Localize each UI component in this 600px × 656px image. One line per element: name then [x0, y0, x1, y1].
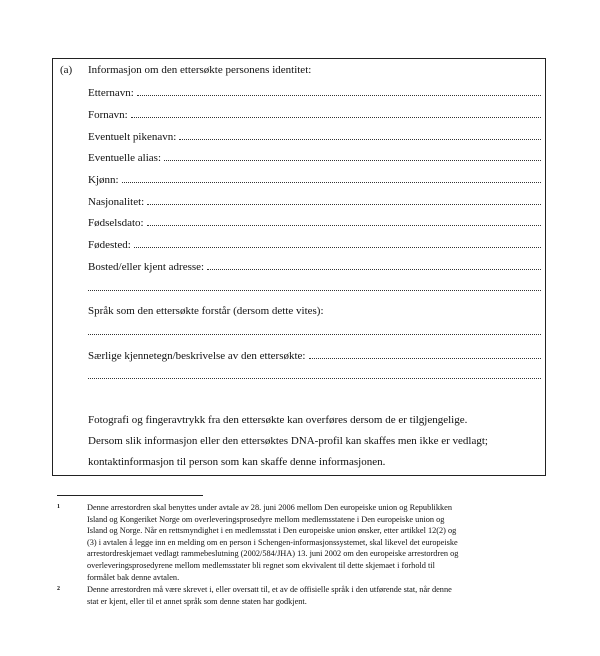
footnote-separator — [57, 495, 203, 496]
footnote-1 — [57, 502, 543, 583]
date-of-birth-input-line[interactable] — [147, 216, 541, 226]
address-input-line-2[interactable] — [88, 289, 541, 291]
maiden-name-input-line[interactable] — [179, 130, 541, 140]
sex-field[interactable] — [88, 173, 541, 187]
address-field[interactable] — [88, 260, 541, 274]
surname-label: Etternavn: — [88, 87, 134, 99]
dna-profile-note: Dersom slik informasjon eller den ettersøktes DNA-profil kan skaffes men ikke er vedlagt; — [88, 435, 488, 447]
nationality-field[interactable] — [88, 195, 541, 209]
nationality-label: Nasjonalitet: — [88, 196, 145, 208]
footnote-2 — [57, 584, 543, 607]
footnote-1-line: Island og Norge. Når en rettsmyndighet i en medlemsstat i Den europeiske union ønsker, etter artikkel 12(2) og — [87, 526, 457, 536]
section-letter: (a) — [60, 64, 73, 76]
language-input-line[interactable] — [88, 333, 541, 335]
first-name-field[interactable] — [88, 108, 541, 122]
photo-fingerprint-note: Fotografi og fingeravtrykk fra den ettersøkte kan overføres dersom de er tilgjengelige. — [88, 414, 468, 426]
place-of-birth-label: Fødested: — [88, 239, 131, 251]
alias-input-line[interactable] — [164, 151, 541, 161]
place-of-birth-input-line[interactable] — [134, 238, 541, 248]
nationality-input-line[interactable] — [147, 195, 541, 205]
distinguishing-marks-label: Særlige kjennetegn/beskrivelse av den ettersøkte: — [88, 350, 306, 362]
date-of-birth-label: Fødselsdato: — [88, 217, 144, 229]
contact-info-note: kontaktinformasjon til person som kan skaffe denne informasjonen. — [88, 456, 386, 468]
surname-input-line[interactable] — [137, 86, 541, 96]
distinguishing-marks-input-line-2[interactable] — [88, 377, 541, 379]
distinguishing-marks-input-line[interactable] — [309, 349, 542, 359]
surname-field[interactable] — [88, 86, 541, 100]
maiden-name-field[interactable] — [88, 130, 541, 144]
place-of-birth-field[interactable] — [88, 238, 541, 252]
sex-label: Kjønn: — [88, 174, 119, 186]
section-title: Informasjon om den ettersøkte personens identitet: — [88, 64, 312, 76]
distinguishing-marks-field[interactable] — [88, 349, 541, 363]
footnote-2-line: Denne arrestordren må være skrevet i, eller oversatt til, et av de offisielle språk i den utførende stat, når denne — [87, 585, 452, 594]
language-label: Språk som den ettersøkte forstår (dersom dette vites): — [88, 305, 324, 317]
sex-input-line[interactable] — [122, 173, 541, 183]
first-name-input-line[interactable] — [131, 108, 541, 118]
maiden-name-label: Eventuelt pikenavn: — [88, 131, 177, 143]
footnote-1-line: formålet bak denne avtalen. — [87, 572, 180, 582]
footnote-1-line: arrestordreskjemaet vedlagt rammebeslutning (2002/584/JHA) 13. juni 2002 om den europeiske arrestordren og — [87, 549, 459, 559]
footnote-1-line: overleveringsprosedyrene mellom medlemsstater bli regnet som ekvivalent til dette skjemaet i forhold til — [87, 560, 435, 570]
date-of-birth-field[interactable] — [88, 216, 541, 230]
first-name-label: Fornavn: — [88, 109, 128, 121]
footnote-1-line: (3) i avtalen å legge inn en melding om en person i Schengen-informasjonssystemet, skal likevel det europeiske — [87, 537, 458, 547]
footnote-2-number: 2 — [57, 586, 60, 592]
address-label: Bosted/eller kjent adresse: — [88, 261, 205, 273]
footnote-2-line: stat er kjent, eller til et annet språk som denne staten har godkjent. — [87, 596, 307, 606]
footnote-1-number: 1 — [57, 504, 60, 510]
address-input-line[interactable] — [207, 260, 541, 270]
footnote-1-line: Denne arrestordren skal benyttes under avtale av 28. juni 2006 mellom Den europeiske union og Republikken — [87, 503, 452, 512]
alias-label: Eventuelle alias: — [88, 152, 161, 164]
footnote-1-line: Island og Kongeriket Norge om overleveringsprosedyre mellom medlemsstatene i Den europeiske union og — [87, 514, 445, 524]
alias-field[interactable] — [88, 151, 541, 165]
